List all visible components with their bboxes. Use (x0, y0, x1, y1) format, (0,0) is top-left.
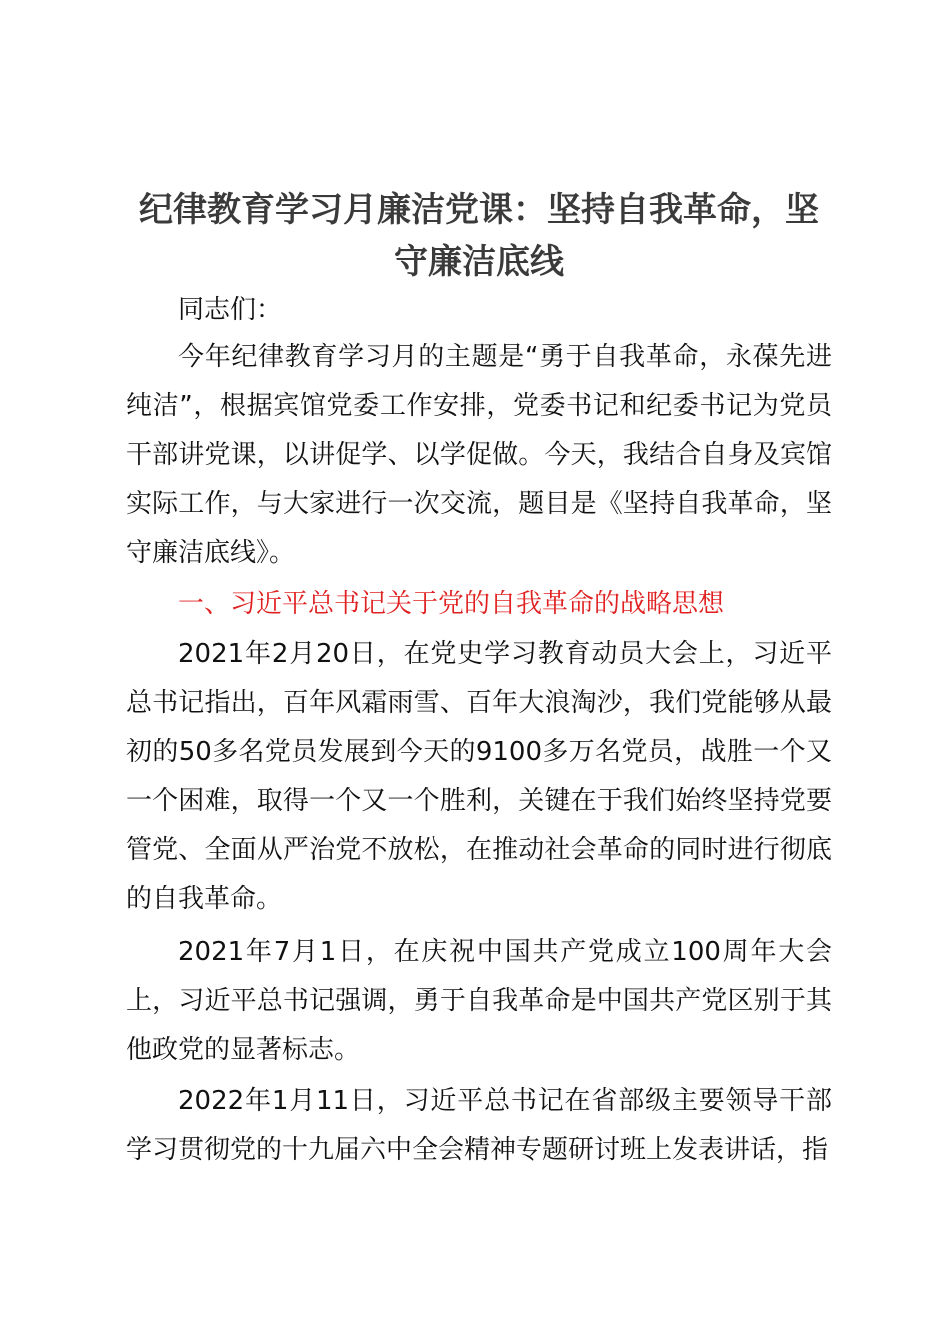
paragraph-2021-feb: 2021年2月20日，在党史学习教育动员大会上，习近平总书记指出，百年风霜雨雪、百年大浪淘沙，我们党能够从最初的50多名党员发展到今天的9100多万名党员，战胜一个又一个困难，取得一个又一个胜利，关键在于我们始终坚持党要管党、全面从严治党不放松，在推动社会革命的同时进行彻底的自我革命。 (126, 639, 832, 914)
intro-paragraph: 今年纪律教育学习月的主题是“勇于自我革命，永葆先进纯洁”，根据宾馆党委工作安排，党委书记和纪委书记为党员干部讲党课，以讲促学、以学促做。今天，我结合自身及宾馆实际工作，与大家进行一次交流，题目是《坚持自我革命，坚守廉洁底线》。 (126, 342, 832, 568)
section-heading: 一、习近平总书记关于党的自我革命的战略思想 (178, 589, 725, 619)
paragraph-2021-jul: 2021年7月1日，在庆祝中国共产党成立100周年大会上，习近平总书记强调，勇于自我革命是中国共产党区别于其他政党的显著标志。 (126, 937, 832, 1065)
salutation: 同志们： (178, 295, 283, 325)
paragraph-2022-jan: 2022年1月11日，习近平总书记在省部级主要领导干部学习贯彻党的十九届六中全会精神专题研讨班上发表讲话，指 (126, 1086, 832, 1165)
document-title: 纪律教育学习月廉洁党课：坚持自我革命，坚守廉洁底线 (139, 190, 819, 282)
